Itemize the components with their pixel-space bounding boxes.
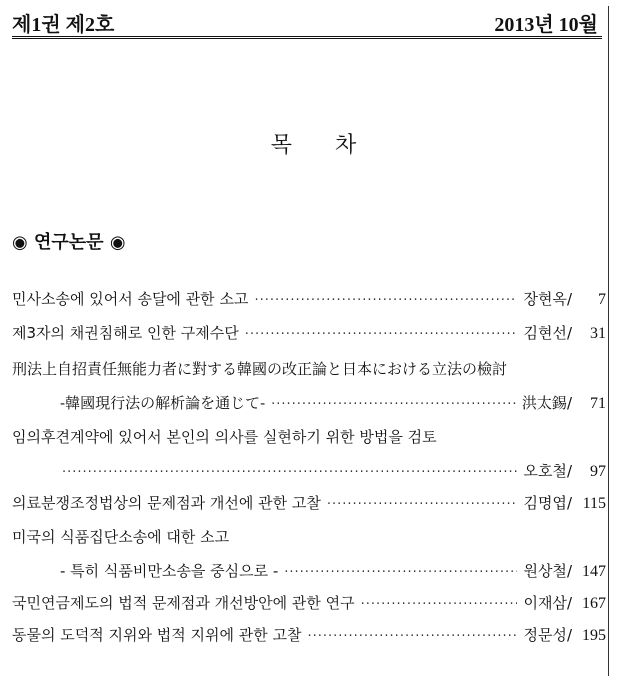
bullet-icon: ◉ bbox=[109, 232, 126, 253]
entry-page: 167 bbox=[582, 595, 606, 612]
section-heading bbox=[12, 228, 126, 254]
entry-title: 의료분쟁조정법상의 문제점과 개선에 관한 고찰 bbox=[12, 494, 321, 512]
publication-date: 2013년 10월 bbox=[494, 14, 598, 36]
entry-title: 미국의 식품집단소송에 대한 소고 bbox=[12, 528, 230, 546]
entry-title: 민사소송에 있어서 송달에 관한 소고 bbox=[12, 290, 249, 308]
entry-author: 이재삼 bbox=[523, 594, 567, 612]
toc-entry-sub-line[interactable]: - 특히 식품비만소송을 중심으로 - ····· 원상철 / 147 bbox=[12, 560, 606, 586]
toc-entry[interactable]: 동물의 도덕적 지위와 법적 지위에 관한 고찰 ····· 정문성 / 195 bbox=[12, 624, 606, 650]
toc-entry-title-line[interactable] bbox=[12, 426, 606, 452]
toc-entry[interactable]: 민사소송에 있어서 송달에 관한 소고 ····· 장현옥 / 7 bbox=[12, 288, 606, 314]
leader-dots bbox=[307, 629, 517, 644]
entry-author: 장현옥 bbox=[523, 290, 567, 308]
leader-dots bbox=[271, 397, 516, 412]
entry-page: 147 bbox=[582, 563, 606, 580]
page-title: 목 차 bbox=[270, 133, 375, 158]
entry-title: 제3자의 채권침해로 인한 구제수단 bbox=[12, 324, 239, 342]
entry-author: 오호철 bbox=[523, 462, 567, 480]
leader-dots bbox=[254, 293, 517, 308]
entry-subtitle: - 특히 식품비만소송을 중심으로 - bbox=[60, 562, 279, 580]
entry-page: 7 bbox=[598, 291, 606, 308]
section-title: 연구논문 bbox=[34, 232, 104, 253]
toc-entry-sub-line[interactable]: ····· 오호철 / 97 bbox=[12, 460, 606, 486]
right-margin-rule bbox=[608, 6, 609, 676]
entry-page: 31 bbox=[590, 325, 606, 342]
entry-page: 71 bbox=[590, 395, 606, 412]
volume-issue: 제1권 제2호 bbox=[12, 14, 115, 36]
entry-page: 97 bbox=[590, 463, 606, 480]
leader-dots bbox=[62, 465, 517, 480]
entry-author: 원상철 bbox=[523, 562, 567, 580]
entry-title: 동물의 도덕적 지위와 법적 지위에 관한 고찰 bbox=[12, 626, 302, 644]
toc-entry-sub-line[interactable]: -韓國現行法の解析論を通じて- ····· 洪太錫 / 71 bbox=[12, 392, 606, 418]
bullet-icon: ◉ bbox=[12, 232, 28, 253]
entry-title: 국민연금제도의 법적 문제점과 개선방안에 관한 연구 bbox=[12, 594, 355, 612]
entry-author: 김명엽 bbox=[523, 494, 567, 512]
page-header bbox=[12, 6, 602, 39]
leader-dots bbox=[327, 497, 518, 512]
toc-entry-title-line[interactable] bbox=[12, 358, 606, 384]
toc-entry-title-line[interactable] bbox=[12, 526, 606, 552]
entry-title: 임의후견계약에 있어서 본인의 의사를 실현하기 위한 방법을 검토 bbox=[12, 428, 437, 446]
entry-author: 洪太錫 bbox=[521, 394, 567, 412]
entry-page: 195 bbox=[582, 627, 606, 644]
entry-title: 刑法上自招責任無能力者に對する韓國の改正論と日本における立法の檢討 bbox=[12, 360, 508, 378]
toc-entry[interactable]: 의료분쟁조정법상의 문제점과 개선에 관한 고찰 ····· 김명엽 / 115 bbox=[12, 492, 606, 518]
leader-dots bbox=[284, 565, 517, 580]
toc-entry[interactable]: 제3자의 채권침해로 인한 구제수단 ····· 김현선 / 31 bbox=[12, 322, 606, 348]
leader-dots bbox=[361, 597, 518, 612]
entry-author: 김현선 bbox=[523, 324, 567, 342]
leader-dots bbox=[245, 327, 518, 342]
toc-entry[interactable]: 국민연금제도의 법적 문제점과 개선방안에 관한 연구 ····· 이재삼 / 167 bbox=[12, 592, 606, 618]
entry-page: 115 bbox=[582, 495, 606, 512]
entry-author: 정문성 bbox=[523, 626, 567, 644]
entry-subtitle: -韓國現行法の解析論を通じて- bbox=[60, 394, 266, 412]
